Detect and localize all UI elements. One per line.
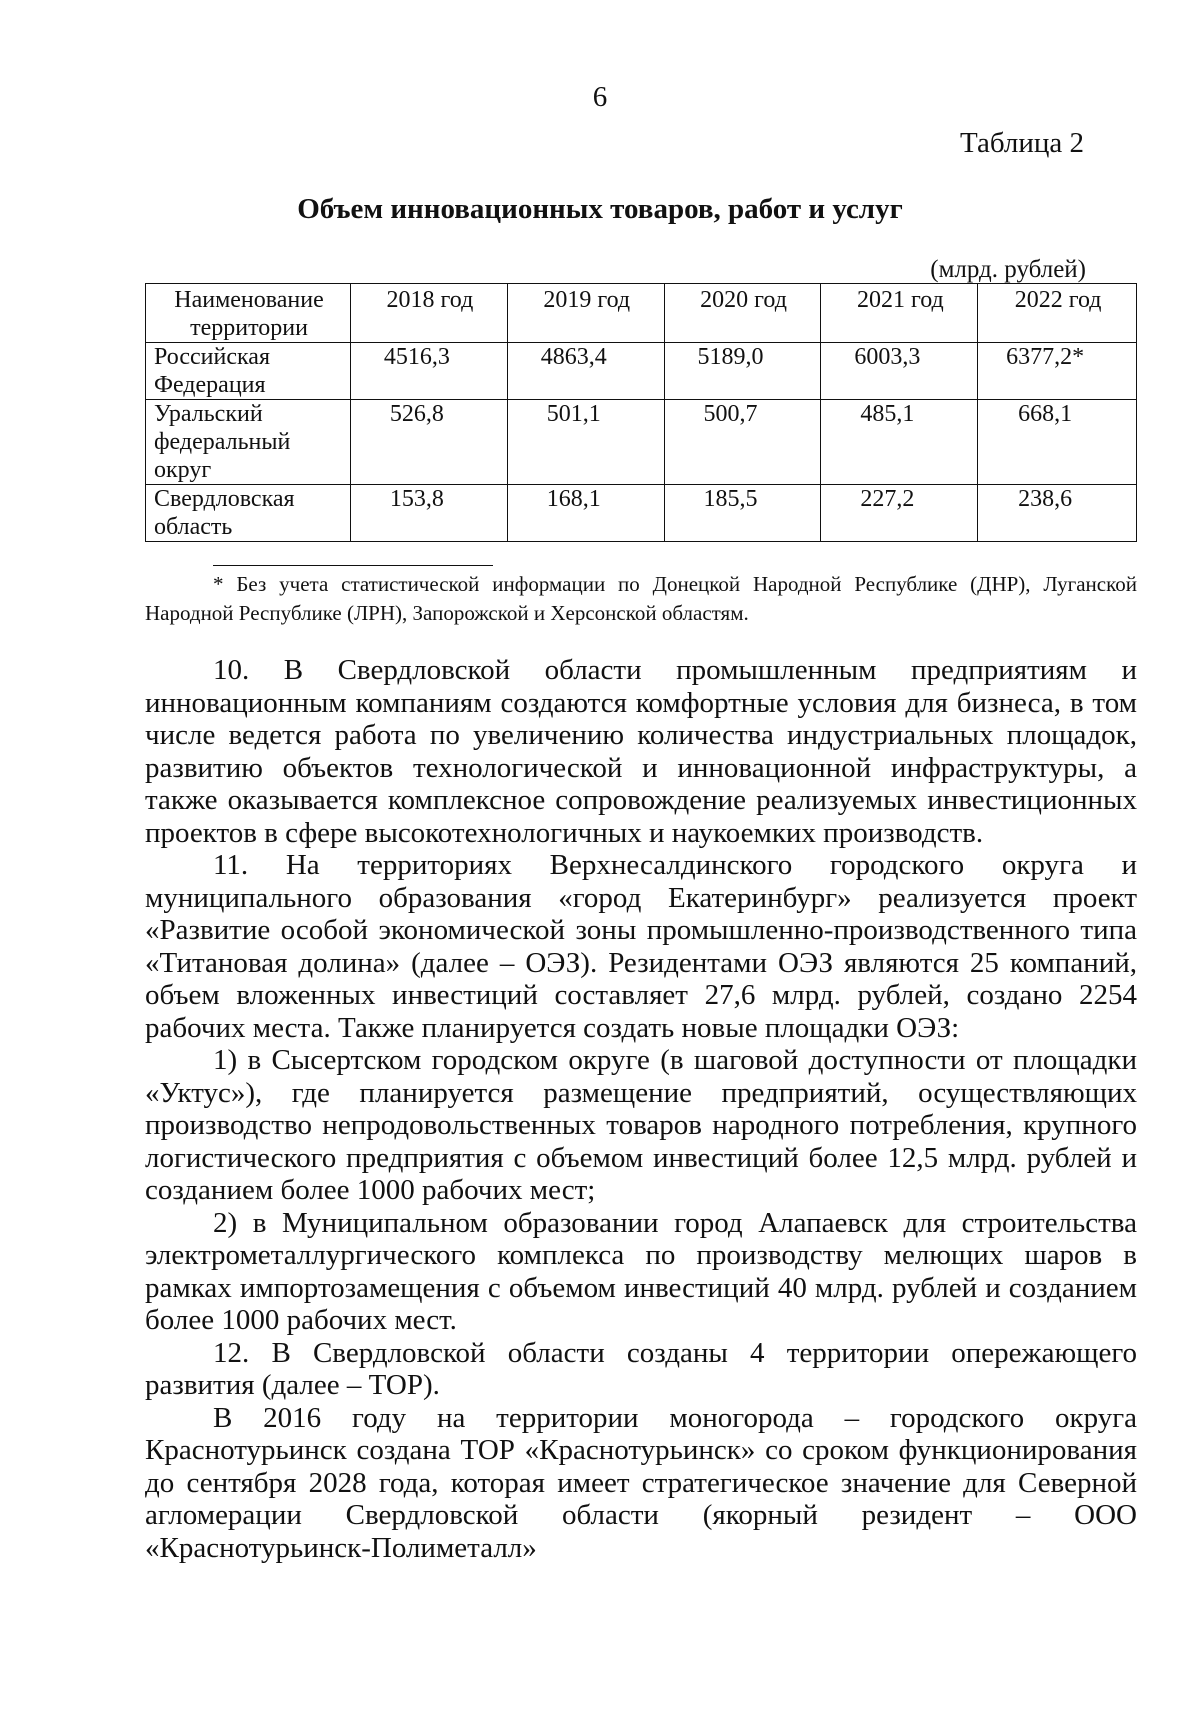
table-title: Объем инновационных товаров, работ и услуг: [297, 193, 903, 225]
cell-value: 227,2: [821, 485, 978, 542]
table-row: [146, 400, 1137, 485]
header-territory: Наименование территории: [146, 284, 351, 343]
table-label: Таблица 2: [959, 127, 1084, 159]
cell-value: 4863,4: [507, 343, 664, 400]
cell-value: 501,1: [507, 400, 664, 485]
header-2020: 2020 год: [664, 284, 821, 343]
header-2022: 2022 год: [978, 284, 1137, 343]
footnote-text: * Без учета статистической информации по Донецкой Народной Республике (ДНР), Луганской Народной Республике (ЛРН), Запорожской и Херсонской областям.: [145, 572, 1137, 625]
paragraph: 2) в Муниципальном образовании город Алапаевск для строительства электрометаллургического комплекса по производству мелющих шаров в рамках импортозамещения с объемом инвестиций 40 млрд. рублей и созданием более 1000 рабочих мест.: [145, 1206, 1137, 1336]
paragraph: 1) в Сысертском городском округе (в шаговой доступности от площадки «Уктус»), где планируется размещение предприятий, осуществляющих производство непродовольственных товаров народного потребления, крупного логистического предприятия с объемом инвестиций более 12,5 млрд. рублей и созданием более 1000 рабочих мест;: [145, 1044, 1137, 1206]
header-2018: 2018 год: [351, 284, 508, 343]
row-territory-name: Российская Федерация: [146, 343, 351, 400]
row-territory-name: Уральский федеральный округ: [146, 400, 351, 485]
cell-value: 485,1: [821, 400, 978, 485]
units-note: (млрд. рублей): [930, 256, 1086, 283]
cell-value: 153,8: [351, 485, 508, 542]
cell-value: 185,5: [664, 485, 821, 542]
innovation-volume-table: [145, 283, 1137, 542]
paragraph: В 2016 году на территории моногорода – городского округа Краснотурьинск создана ТОР «Краснотурьинск» со сроком функционирования до сентября 2028 года, которая имеет стратегическое значение для Северной агломерации Свердловской области (якорный резидент – ООО «Краснотурьинск-Полиметалл»: [145, 1401, 1137, 1564]
cell-value: 238,6: [978, 485, 1137, 542]
header-2019: 2019 год: [507, 284, 664, 343]
row-territory-name: Свердловская область: [146, 485, 351, 542]
header-2021: 2021 год: [821, 284, 978, 343]
cell-value: 6377,2*: [978, 343, 1137, 400]
table-row: [146, 343, 1137, 400]
cell-value: 5189,0: [664, 343, 821, 400]
cell-value: 168,1: [507, 485, 664, 542]
body-text: [145, 654, 1137, 1564]
table-row: [146, 485, 1137, 542]
footnote: [145, 570, 1137, 628]
cell-value: 668,1: [978, 400, 1137, 485]
paragraph: 10. В Свердловской области промышленным предприятиям и инновационным компаниям создаются комфортные условия для бизнеса, в том числе ведется работа по увеличению количества индустриальных площадок, развитию объектов технологической и инновационной инфраструктуры, а также оказывается комплексное сопровождение реализуемых инвестиционных проектов в сфере высокотехнологичных и наукоемких производств.: [145, 654, 1137, 849]
cell-value: 4516,3: [351, 343, 508, 400]
paragraph: 12. В Свердловской области созданы 4 территории опережающего развития (далее – ТОР).: [145, 1336, 1137, 1401]
cell-value: 6003,3: [821, 343, 978, 400]
footnote-divider: [213, 565, 493, 566]
page-number: 6: [592, 81, 608, 113]
cell-value: 500,7: [664, 400, 821, 485]
table-header-row: [146, 284, 1137, 343]
paragraph: 11. На территориях Верхнесалдинского городского округа и муниципального образования «город Екатеринбург» реализуется проект «Развитие особой экономической зоны промышленно-производственного типа «Титановая долина» (далее – ОЭЗ). Резидентами ОЭЗ являются 25 компаний, объем вложенных инвестиций составляет 27,6 млрд. рублей, создано 2254 рабочих места. Также планируется создать новые площадки ОЭЗ:: [145, 849, 1137, 1044]
cell-value: 526,8: [351, 400, 508, 485]
